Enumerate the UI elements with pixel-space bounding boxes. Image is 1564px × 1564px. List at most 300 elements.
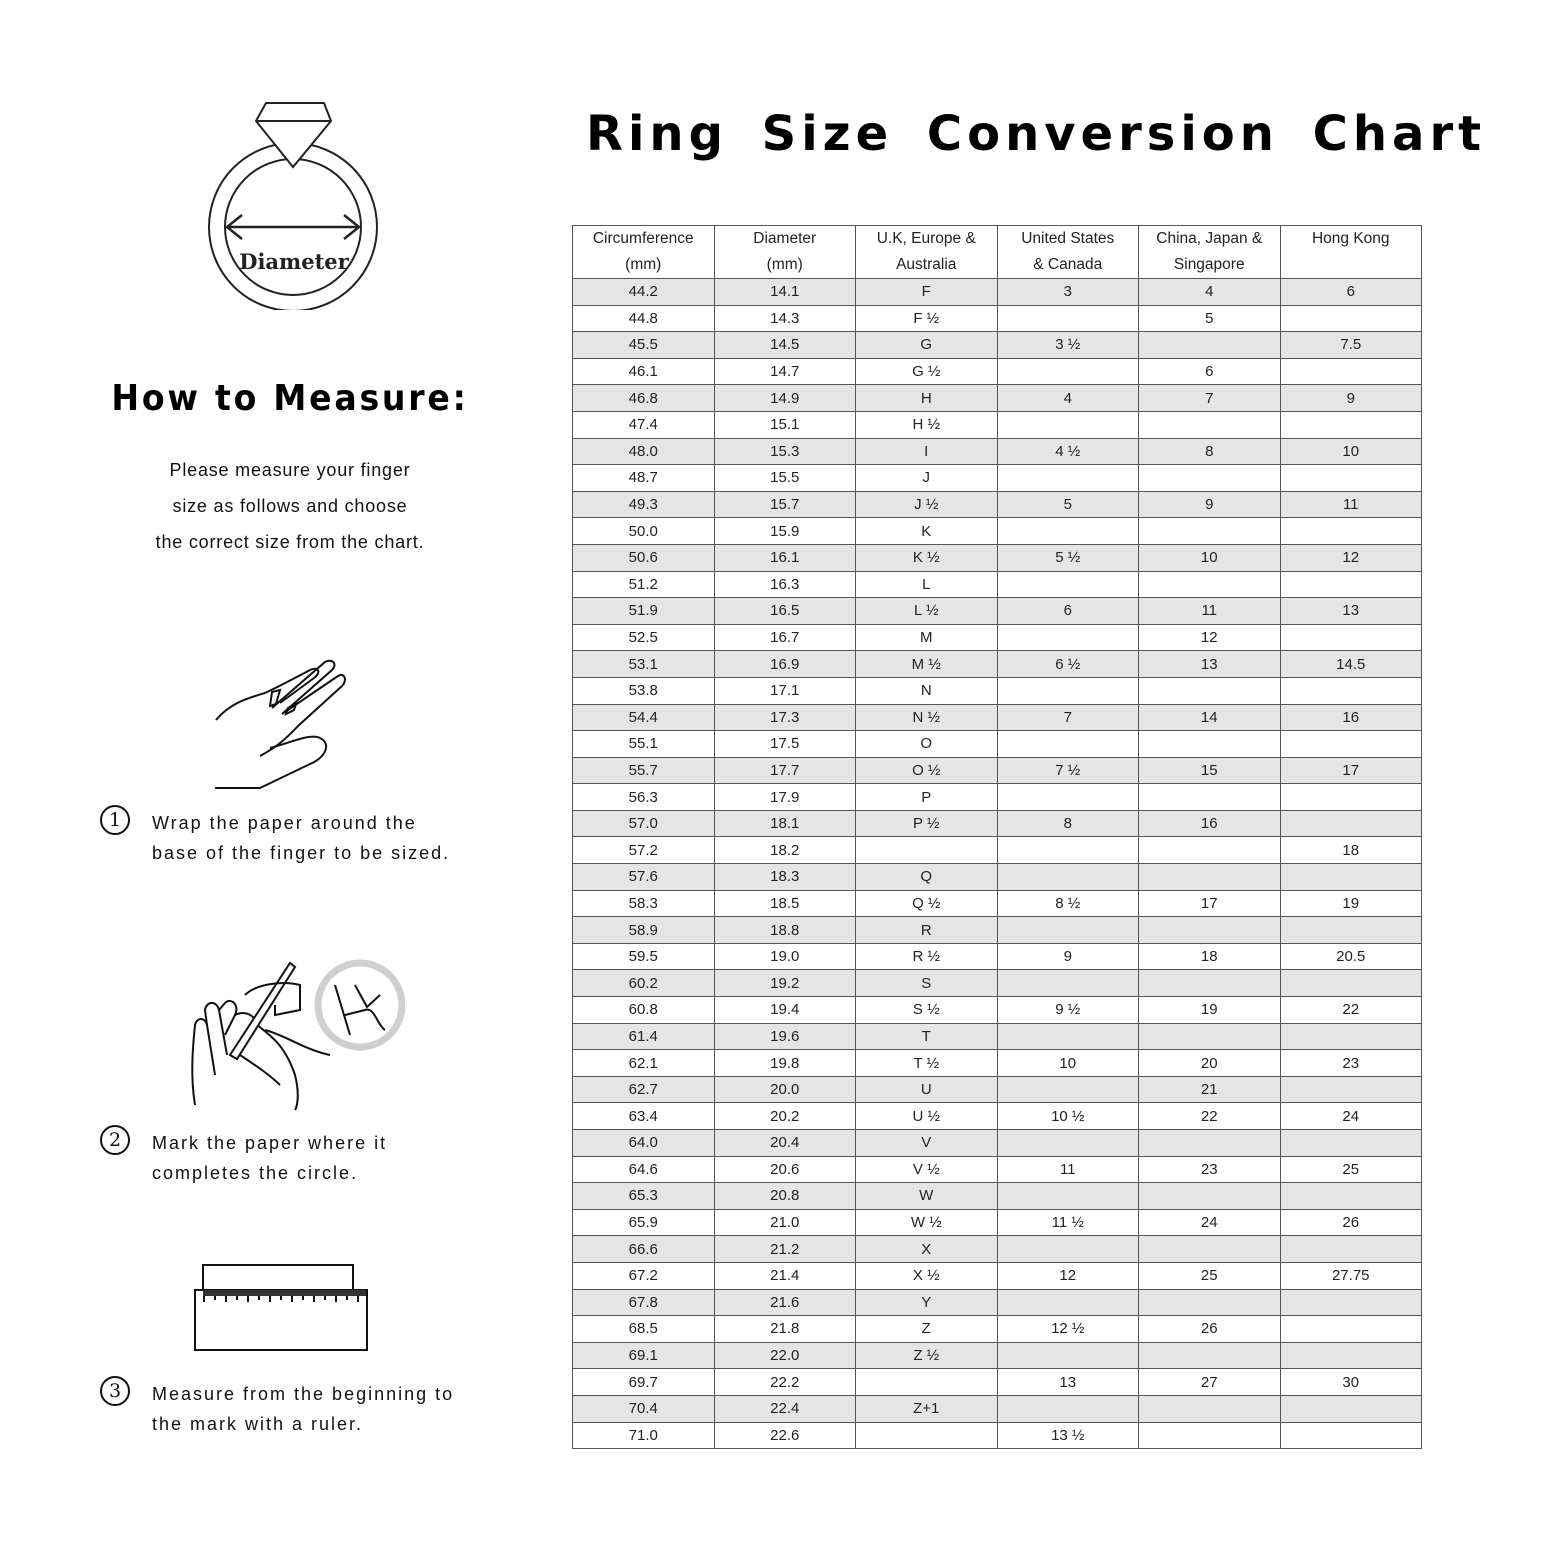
table-row: [573, 1156, 1422, 1183]
cell-us-canada: 7: [997, 704, 1139, 731]
chart-title: Ring Size Conversion Chart: [586, 106, 1487, 162]
cell-us-canada: 9: [997, 943, 1139, 970]
cell-uk-europe-australia: Y: [856, 1289, 998, 1316]
cell-circumference: 52.5: [573, 624, 715, 651]
cell-us-canada: 5 ½: [997, 544, 1139, 571]
cell-uk-europe-australia: R: [856, 917, 998, 944]
cell-hong-kong: 11: [1280, 491, 1422, 518]
cell-china-japan-singapore: 10: [1139, 544, 1281, 571]
cell-circumference: 45.5: [573, 332, 715, 359]
cell-us-canada: 3: [997, 279, 1139, 306]
cell-diameter: 17.1: [714, 677, 856, 704]
column-header-china-japan-singapore: China, Japan & Singapore: [1139, 226, 1281, 279]
cell-us-canada: [997, 1342, 1139, 1369]
cell-circumference: 68.5: [573, 1316, 715, 1343]
cell-uk-europe-australia: S ½: [856, 997, 998, 1024]
cell-diameter: 15.5: [714, 465, 856, 492]
cell-china-japan-singapore: 11: [1139, 598, 1281, 625]
column-header-hong-kong: Hong Kong: [1280, 226, 1422, 279]
cell-hong-kong: [1280, 917, 1422, 944]
cell-hong-kong: [1280, 571, 1422, 598]
cell-uk-europe-australia: G: [856, 332, 998, 359]
cell-uk-europe-australia: J ½: [856, 491, 998, 518]
cell-circumference: 69.7: [573, 1369, 715, 1396]
table-row: [573, 784, 1422, 811]
cell-hong-kong: [1280, 358, 1422, 385]
cell-uk-europe-australia: S: [856, 970, 998, 997]
cell-hong-kong: 19: [1280, 890, 1422, 917]
table-row: [573, 677, 1422, 704]
table-row: [573, 1076, 1422, 1103]
cell-circumference: 65.3: [573, 1183, 715, 1210]
cell-circumference: 51.2: [573, 571, 715, 598]
cell-china-japan-singapore: [1139, 731, 1281, 758]
cell-us-canada: [997, 518, 1139, 545]
cell-circumference: 51.9: [573, 598, 715, 625]
cell-us-canada: [997, 1076, 1139, 1103]
table-row: [573, 1050, 1422, 1077]
cell-diameter: 16.1: [714, 544, 856, 571]
cell-uk-europe-australia: W ½: [856, 1209, 998, 1236]
cell-uk-europe-australia: T ½: [856, 1050, 998, 1077]
cell-hong-kong: [1280, 1342, 1422, 1369]
cell-uk-europe-australia: H ½: [856, 411, 998, 438]
cell-hong-kong: [1280, 1130, 1422, 1157]
cell-circumference: 46.8: [573, 385, 715, 412]
cell-us-canada: [997, 1130, 1139, 1157]
column-header-circumference: Circumference (mm): [573, 226, 715, 279]
cell-us-canada: [997, 731, 1139, 758]
cell-circumference: 48.7: [573, 465, 715, 492]
cell-circumference: 64.0: [573, 1130, 715, 1157]
cell-us-canada: [997, 1183, 1139, 1210]
cell-china-japan-singapore: [1139, 864, 1281, 891]
cell-hong-kong: 18: [1280, 837, 1422, 864]
cell-diameter: 15.9: [714, 518, 856, 545]
cell-uk-europe-australia: N: [856, 677, 998, 704]
step-text: Measure from the beginning to the mark with a ruler.: [152, 1384, 455, 1434]
cell-circumference: 50.0: [573, 518, 715, 545]
cell-us-canada: [997, 624, 1139, 651]
cell-china-japan-singapore: 14: [1139, 704, 1281, 731]
cell-uk-europe-australia: O: [856, 731, 998, 758]
cell-china-japan-singapore: 20: [1139, 1050, 1281, 1077]
table-row: [573, 385, 1422, 412]
cell-hong-kong: 24: [1280, 1103, 1422, 1130]
cell-diameter: 15.1: [714, 411, 856, 438]
cell-us-canada: [997, 970, 1139, 997]
cell-china-japan-singapore: [1139, 1130, 1281, 1157]
cell-hong-kong: 22: [1280, 997, 1422, 1024]
cell-us-canada: 7 ½: [997, 757, 1139, 784]
cell-diameter: 20.0: [714, 1076, 856, 1103]
cell-china-japan-singapore: 22: [1139, 1103, 1281, 1130]
table-row: [573, 518, 1422, 545]
cell-uk-europe-australia: L: [856, 571, 998, 598]
pen-mark-icon: [185, 955, 405, 1115]
cell-uk-europe-australia: U ½: [856, 1103, 998, 1130]
cell-us-canada: 13 ½: [997, 1422, 1139, 1449]
cell-china-japan-singapore: 24: [1139, 1209, 1281, 1236]
cell-hong-kong: 12: [1280, 544, 1422, 571]
cell-china-japan-singapore: [1139, 837, 1281, 864]
cell-circumference: 69.1: [573, 1342, 715, 1369]
cell-china-japan-singapore: 17: [1139, 890, 1281, 917]
cell-hong-kong: [1280, 1023, 1422, 1050]
cell-circumference: 55.7: [573, 757, 715, 784]
cell-china-japan-singapore: [1139, 571, 1281, 598]
cell-uk-europe-australia: F ½: [856, 305, 998, 332]
cell-china-japan-singapore: [1139, 1023, 1281, 1050]
table-row: [573, 890, 1422, 917]
how-to-measure-heading: How to Measure:: [111, 378, 469, 419]
cell-circumference: 54.4: [573, 704, 715, 731]
intro-line: size as follows and choose: [172, 496, 408, 516]
cell-uk-europe-australia: Z ½: [856, 1342, 998, 1369]
cell-diameter: 15.7: [714, 491, 856, 518]
table-row: [573, 810, 1422, 837]
cell-circumference: 66.6: [573, 1236, 715, 1263]
table-row: [573, 438, 1422, 465]
cell-circumference: 53.8: [573, 677, 715, 704]
table-header-row: [573, 226, 1422, 279]
cell-us-canada: 6: [997, 598, 1139, 625]
cell-china-japan-singapore: [1139, 1289, 1281, 1316]
cell-hong-kong: [1280, 1395, 1422, 1422]
cell-circumference: 71.0: [573, 1422, 715, 1449]
cell-circumference: 57.2: [573, 837, 715, 864]
cell-hong-kong: 27.75: [1280, 1262, 1422, 1289]
cell-uk-europe-australia: R ½: [856, 943, 998, 970]
cell-china-japan-singapore: [1139, 1236, 1281, 1263]
cell-diameter: 14.9: [714, 385, 856, 412]
table-row: [573, 624, 1422, 651]
cell-diameter: 19.2: [714, 970, 856, 997]
step-number-badge: 1: [100, 805, 130, 835]
table-row: [573, 837, 1422, 864]
cell-hong-kong: [1280, 1183, 1422, 1210]
table-row: [573, 358, 1422, 385]
cell-us-canada: [997, 837, 1139, 864]
cell-hong-kong: 16: [1280, 704, 1422, 731]
cell-china-japan-singapore: 27: [1139, 1369, 1281, 1396]
cell-us-canada: [997, 1023, 1139, 1050]
cell-circumference: 44.2: [573, 279, 715, 306]
cell-circumference: 46.1: [573, 358, 715, 385]
cell-us-canada: [997, 1289, 1139, 1316]
step-text: Mark the paper where it completes the circle.: [152, 1133, 388, 1183]
cell-hong-kong: [1280, 864, 1422, 891]
cell-diameter: 15.3: [714, 438, 856, 465]
table-row: [573, 332, 1422, 359]
cell-hong-kong: 26: [1280, 1209, 1422, 1236]
table-row: [573, 598, 1422, 625]
cell-circumference: 53.1: [573, 651, 715, 678]
cell-us-canada: [997, 917, 1139, 944]
cell-circumference: 60.8: [573, 997, 715, 1024]
cell-diameter: 18.8: [714, 917, 856, 944]
cell-uk-europe-australia: X: [856, 1236, 998, 1263]
cell-us-canada: [997, 465, 1139, 492]
column-header-us-canada: United States & Canada: [997, 226, 1139, 279]
cell-us-canada: [997, 864, 1139, 891]
cell-uk-europe-australia: T: [856, 1023, 998, 1050]
cell-china-japan-singapore: 7: [1139, 385, 1281, 412]
cell-china-japan-singapore: 9: [1139, 491, 1281, 518]
cell-china-japan-singapore: 18: [1139, 943, 1281, 970]
cell-hong-kong: 30: [1280, 1369, 1422, 1396]
cell-uk-europe-australia: Q: [856, 864, 998, 891]
cell-uk-europe-australia: P: [856, 784, 998, 811]
cell-china-japan-singapore: 6: [1139, 358, 1281, 385]
intro-line: Please measure your finger: [169, 460, 411, 480]
cell-uk-europe-australia: [856, 837, 998, 864]
cell-us-canada: 11: [997, 1156, 1139, 1183]
cell-diameter: 20.2: [714, 1103, 856, 1130]
cell-china-japan-singapore: 19: [1139, 997, 1281, 1024]
cell-us-canada: [997, 571, 1139, 598]
cell-diameter: 14.3: [714, 305, 856, 332]
cell-uk-europe-australia: K ½: [856, 544, 998, 571]
cell-circumference: 63.4: [573, 1103, 715, 1130]
how-to-measure-panel: [90, 80, 490, 1480]
cell-uk-europe-australia: M ½: [856, 651, 998, 678]
cell-china-japan-singapore: 21: [1139, 1076, 1281, 1103]
cell-diameter: 18.1: [714, 810, 856, 837]
cell-china-japan-singapore: [1139, 411, 1281, 438]
cell-hong-kong: [1280, 1236, 1422, 1263]
cell-circumference: 49.3: [573, 491, 715, 518]
cell-us-canada: 3 ½: [997, 332, 1139, 359]
cell-diameter: 14.5: [714, 332, 856, 359]
cell-circumference: 67.8: [573, 1289, 715, 1316]
cell-diameter: 20.6: [714, 1156, 856, 1183]
cell-hong-kong: 25: [1280, 1156, 1422, 1183]
table-row: [573, 864, 1422, 891]
cell-us-canada: [997, 784, 1139, 811]
cell-diameter: 21.0: [714, 1209, 856, 1236]
cell-china-japan-singapore: 13: [1139, 651, 1281, 678]
cell-us-canada: [997, 677, 1139, 704]
cell-diameter: 21.2: [714, 1236, 856, 1263]
cell-diameter: 16.9: [714, 651, 856, 678]
cell-circumference: 58.9: [573, 917, 715, 944]
cell-hong-kong: 13: [1280, 598, 1422, 625]
cell-uk-europe-australia: I: [856, 438, 998, 465]
cell-hong-kong: 10: [1280, 438, 1422, 465]
cell-circumference: 59.5: [573, 943, 715, 970]
cell-circumference: 61.4: [573, 1023, 715, 1050]
cell-uk-europe-australia: P ½: [856, 810, 998, 837]
cell-us-canada: 4 ½: [997, 438, 1139, 465]
cell-circumference: 56.3: [573, 784, 715, 811]
cell-circumference: 58.3: [573, 890, 715, 917]
cell-china-japan-singapore: 26: [1139, 1316, 1281, 1343]
cell-hong-kong: [1280, 1316, 1422, 1343]
cell-diameter: 22.2: [714, 1369, 856, 1396]
cell-diameter: 17.3: [714, 704, 856, 731]
cell-hong-kong: [1280, 784, 1422, 811]
cell-circumference: 64.6: [573, 1156, 715, 1183]
cell-us-canada: 9 ½: [997, 997, 1139, 1024]
table-row: [573, 1369, 1422, 1396]
table-row: [573, 305, 1422, 332]
cell-uk-europe-australia: L ½: [856, 598, 998, 625]
hand-wrap-icon: [210, 648, 360, 793]
cell-us-canada: 13: [997, 1369, 1139, 1396]
cell-hong-kong: [1280, 1076, 1422, 1103]
column-header-uk-europe-australia: U.K, Europe & Australia: [856, 226, 998, 279]
table-row: [573, 1209, 1422, 1236]
table-row: [573, 704, 1422, 731]
cell-china-japan-singapore: [1139, 1342, 1281, 1369]
cell-hong-kong: [1280, 1422, 1422, 1449]
table-row: [573, 1023, 1422, 1050]
cell-china-japan-singapore: [1139, 970, 1281, 997]
cell-hong-kong: [1280, 1289, 1422, 1316]
cell-diameter: 22.0: [714, 1342, 856, 1369]
cell-china-japan-singapore: [1139, 1422, 1281, 1449]
cell-uk-europe-australia: X ½: [856, 1262, 998, 1289]
cell-uk-europe-australia: H: [856, 385, 998, 412]
table-row: [573, 1103, 1422, 1130]
cell-us-canada: [997, 305, 1139, 332]
cell-circumference: 67.2: [573, 1262, 715, 1289]
table-row: [573, 731, 1422, 758]
cell-china-japan-singapore: [1139, 1395, 1281, 1422]
step-text: Wrap the paper around the base of the finger to be sized.: [152, 813, 451, 863]
cell-diameter: 22.6: [714, 1422, 856, 1449]
cell-diameter: 18.2: [714, 837, 856, 864]
cell-hong-kong: [1280, 810, 1422, 837]
cell-china-japan-singapore: [1139, 677, 1281, 704]
cell-uk-europe-australia: V ½: [856, 1156, 998, 1183]
intro-text: [90, 452, 490, 560]
cell-diameter: 18.3: [714, 864, 856, 891]
cell-diameter: 18.5: [714, 890, 856, 917]
cell-us-canada: [997, 1236, 1139, 1263]
cell-china-japan-singapore: [1139, 784, 1281, 811]
cell-circumference: 48.0: [573, 438, 715, 465]
cell-diameter: 16.5: [714, 598, 856, 625]
cell-circumference: 50.6: [573, 544, 715, 571]
cell-diameter: 14.7: [714, 358, 856, 385]
cell-hong-kong: [1280, 970, 1422, 997]
table-row: [573, 1289, 1422, 1316]
cell-us-canada: [997, 358, 1139, 385]
cell-diameter: 20.8: [714, 1183, 856, 1210]
cell-china-japan-singapore: 23: [1139, 1156, 1281, 1183]
cell-hong-kong: [1280, 411, 1422, 438]
cell-us-canada: 10 ½: [997, 1103, 1139, 1130]
cell-hong-kong: 20.5: [1280, 943, 1422, 970]
table-row: [573, 544, 1422, 571]
table-row: [573, 1183, 1422, 1210]
cell-uk-europe-australia: N ½: [856, 704, 998, 731]
cell-hong-kong: 9: [1280, 385, 1422, 412]
cell-circumference: 57.6: [573, 864, 715, 891]
cell-diameter: 19.4: [714, 997, 856, 1024]
cell-china-japan-singapore: [1139, 465, 1281, 492]
cell-us-canada: 5: [997, 491, 1139, 518]
cell-uk-europe-australia: Q ½: [856, 890, 998, 917]
cell-china-japan-singapore: 16: [1139, 810, 1281, 837]
cell-hong-kong: 7.5: [1280, 332, 1422, 359]
cell-diameter: 17.9: [714, 784, 856, 811]
step-number-badge: 2: [100, 1125, 130, 1155]
cell-us-canada: 10: [997, 1050, 1139, 1077]
table-row: [573, 571, 1422, 598]
ring-diameter-icon: [200, 90, 380, 310]
ring-size-table: [572, 225, 1422, 1449]
cell-us-canada: 8 ½: [997, 890, 1139, 917]
cell-hong-kong: [1280, 305, 1422, 332]
cell-us-canada: [997, 411, 1139, 438]
table-row: [573, 1342, 1422, 1369]
table-row: [573, 465, 1422, 492]
cell-circumference: 70.4: [573, 1395, 715, 1422]
cell-us-canada: 8: [997, 810, 1139, 837]
cell-uk-europe-australia: Z+1: [856, 1395, 998, 1422]
cell-hong-kong: 23: [1280, 1050, 1422, 1077]
cell-diameter: 19.8: [714, 1050, 856, 1077]
cell-hong-kong: 14.5: [1280, 651, 1422, 678]
cell-china-japan-singapore: 12: [1139, 624, 1281, 651]
cell-uk-europe-australia: G ½: [856, 358, 998, 385]
cell-hong-kong: 6: [1280, 279, 1422, 306]
table-body: [573, 279, 1422, 1449]
cell-diameter: 19.6: [714, 1023, 856, 1050]
cell-circumference: 44.8: [573, 305, 715, 332]
table-row: [573, 1236, 1422, 1263]
step-number-badge: 3: [100, 1376, 130, 1406]
cell-diameter: 19.0: [714, 943, 856, 970]
cell-us-canada: 4: [997, 385, 1139, 412]
cell-china-japan-singapore: [1139, 917, 1281, 944]
cell-diameter: 21.4: [714, 1262, 856, 1289]
cell-us-canada: 12 ½: [997, 1316, 1139, 1343]
cell-china-japan-singapore: 15: [1139, 757, 1281, 784]
table-row: [573, 491, 1422, 518]
cell-china-japan-singapore: 25: [1139, 1262, 1281, 1289]
ruler-icon: [190, 1262, 370, 1358]
cell-diameter: 17.5: [714, 731, 856, 758]
table-row: [573, 1422, 1422, 1449]
cell-hong-kong: [1280, 518, 1422, 545]
table-row: [573, 1395, 1422, 1422]
column-header-diameter: Diameter (mm): [714, 226, 856, 279]
cell-uk-europe-australia: F: [856, 279, 998, 306]
table-row: [573, 997, 1422, 1024]
cell-circumference: 60.2: [573, 970, 715, 997]
cell-circumference: 55.1: [573, 731, 715, 758]
cell-us-canada: 11 ½: [997, 1209, 1139, 1236]
table-row: [573, 1316, 1422, 1343]
cell-uk-europe-australia: U: [856, 1076, 998, 1103]
cell-circumference: 65.9: [573, 1209, 715, 1236]
cell-circumference: 57.0: [573, 810, 715, 837]
cell-china-japan-singapore: 5: [1139, 305, 1281, 332]
intro-line: the correct size from the chart.: [155, 532, 425, 552]
table-row: [573, 757, 1422, 784]
cell-circumference: 62.1: [573, 1050, 715, 1077]
cell-uk-europe-australia: [856, 1422, 998, 1449]
cell-circumference: 47.4: [573, 411, 715, 438]
table-row: [573, 1262, 1422, 1289]
cell-hong-kong: [1280, 465, 1422, 492]
cell-uk-europe-australia: K: [856, 518, 998, 545]
table-row: [573, 411, 1422, 438]
